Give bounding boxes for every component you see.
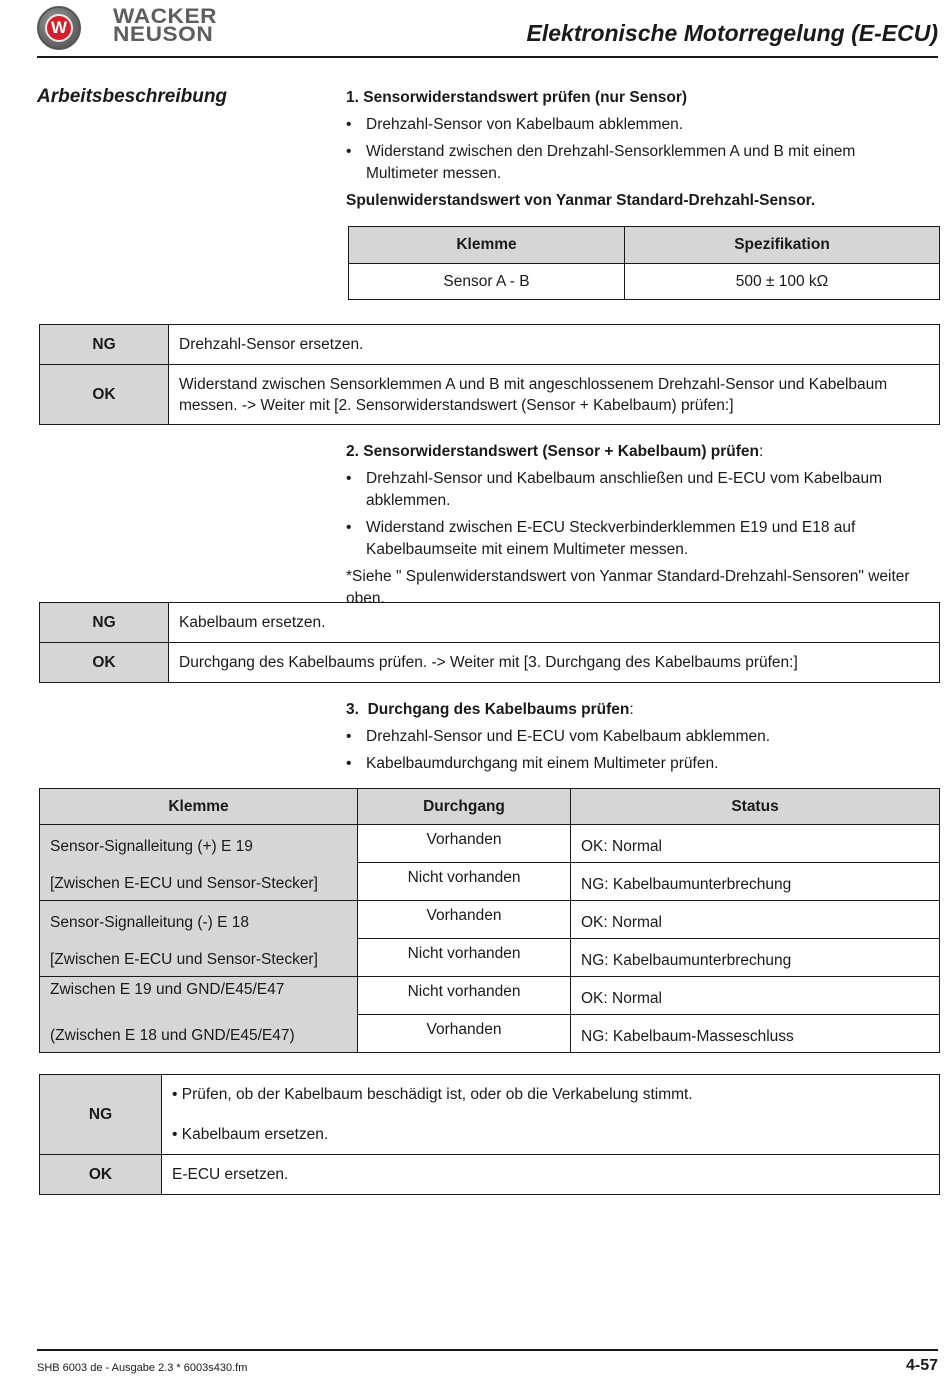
step1-bullet-2: • Widerstand zwischen den Drehzahl-Sensorklemmen A und B mit einem Multimeter messen. bbox=[346, 141, 926, 185]
step3-ng-bullet-2-text: Kabelbaum ersetzen. bbox=[181, 1125, 329, 1143]
continuity-klemme-2b: [Zwischen E-ECU und Sensor-Stecker] bbox=[40, 939, 358, 977]
step3-bullet-2: • Kabelbaumdurchgang mit einem Multimeter prüfen. bbox=[346, 753, 936, 775]
step1-subheading: Spulenwiderstandswert von Yanmar Standard-Drehzahl-Sensor. bbox=[346, 192, 816, 209]
step1-ng-text: Drehzahl-Sensor ersetzen. bbox=[169, 325, 940, 365]
spec-header-klemme: Klemme bbox=[349, 227, 625, 264]
step3-heading-colon: : bbox=[629, 701, 634, 718]
wacker-neuson-logo-icon: W bbox=[37, 6, 81, 50]
continuity-status-2a: OK: Normal bbox=[571, 901, 940, 939]
continuity-durchgang-3a: Nicht vorhanden bbox=[358, 977, 571, 1015]
step2-ng-label: NG bbox=[40, 603, 169, 643]
continuity-klemme-2a: Sensor-Signalleitung (-) E 18 bbox=[40, 901, 358, 939]
step2-ok-text: Durchgang des Kabelbaums prüfen. -> Weiter mit [3. Durchgang des Kabelbaums prüfen:] bbox=[169, 643, 940, 683]
continuity-header-klemme: Klemme bbox=[40, 789, 358, 825]
continuity-klemme-1a: Sensor-Signalleitung (+) E 19 bbox=[40, 825, 358, 863]
step1-ng-label: NG bbox=[40, 325, 169, 365]
continuity-durchgang-3b: Vorhanden bbox=[358, 1015, 571, 1053]
step1-result-table bbox=[39, 324, 940, 425]
continuity-klemme-3a: Zwischen E 19 und GND/E45/E47 bbox=[40, 977, 358, 1015]
spec-cell-klemme: Sensor A - B bbox=[349, 264, 625, 300]
step3-ng-bullet-1-text: Prüfen, ob der Kabelbaum beschädigt ist, oder ob die Verkabelung stimmt. bbox=[181, 1085, 693, 1103]
step3-heading bbox=[346, 699, 634, 721]
footer-document-id: SHB 6003 de - Ausgabe 2.3 * 6003s430.fm bbox=[37, 1362, 248, 1374]
step1-bullet-1: • Drehzahl-Sensor von Kabelbaum abklemmen. bbox=[346, 114, 936, 136]
step3-heading-num: 3. bbox=[346, 701, 359, 718]
step2-heading-colon: : bbox=[759, 443, 764, 460]
continuity-durchgang-2b: Nicht vorhanden bbox=[358, 939, 571, 977]
step3-ng-bullet-1: • Prüfen, ob der Kabelbaum beschädigt ist, oder ob die Verkabelung stimmt. bbox=[172, 1085, 693, 1103]
continuity-status-1a: OK: Normal bbox=[571, 825, 940, 863]
step3-ng-label: NG bbox=[40, 1075, 162, 1155]
page-number: 4-57 bbox=[905, 1357, 938, 1374]
continuity-header-durchgang: Durchgang bbox=[358, 789, 571, 825]
continuity-durchgang-2a: Vorhanden bbox=[358, 901, 571, 939]
continuity-status-3b: NG: Kabelbaum-Masseschluss bbox=[571, 1015, 940, 1053]
step3-ng-bullet-2: • Kabelbaum ersetzen. bbox=[172, 1125, 329, 1143]
brand-wordmark bbox=[113, 5, 218, 46]
header-divider bbox=[37, 56, 938, 58]
step3-heading-text: Durchgang des Kabelbaums prüfen bbox=[367, 701, 630, 718]
step2-heading bbox=[346, 441, 763, 463]
continuity-status-1b: NG: Kabelbaumunterbrechung bbox=[571, 863, 940, 901]
continuity-klemme-3b: (Zwischen E 18 und GND/E45/E47) bbox=[40, 1015, 358, 1053]
step2-bullet-1: • Drehzahl-Sensor und Kabelbaum anschließen und E-ECU vom Kabelbaum abklemmen. bbox=[346, 468, 886, 512]
step2-result-table bbox=[39, 602, 940, 683]
step1-ok-label: OK bbox=[40, 365, 169, 425]
footer-divider bbox=[37, 1349, 938, 1351]
step3-ng-cell bbox=[162, 1075, 940, 1155]
step2-bullet-2: • Widerstand zwischen E-ECU Steckverbinderklemmen E19 und E18 auf Kabelbaumseite mit einem Multimeter messen. bbox=[346, 517, 866, 561]
step2-heading-text: 2. Sensorwiderstandswert (Sensor + Kabelbaum) prüfen bbox=[346, 443, 760, 460]
step1-heading: 1. Sensorwiderstandswert prüfen (nur Sensor) bbox=[346, 89, 688, 106]
spec-table bbox=[348, 226, 940, 300]
continuity-table bbox=[39, 788, 940, 1053]
step3-result-table bbox=[39, 1074, 940, 1195]
brand-line-2: NEUSON bbox=[113, 23, 214, 46]
step2-note: *Siehe " Spulenwiderstandswert von Yanmar Standard-Drehzahl-Sensoren" weiter oben. bbox=[346, 568, 910, 607]
step3-bullet-1: • Drehzahl-Sensor und E-ECU vom Kabelbaum abklemmen. bbox=[346, 726, 936, 748]
spec-header-spezifikation: Spezifikation bbox=[625, 227, 940, 264]
section-title: Arbeitsbeschreibung bbox=[37, 86, 228, 107]
step3-ok-text: E-ECU ersetzen. bbox=[162, 1155, 940, 1195]
continuity-header-status: Status bbox=[571, 789, 940, 825]
continuity-durchgang-1b: Nicht vorhanden bbox=[358, 863, 571, 901]
brand-line-1: WACKER bbox=[113, 5, 218, 28]
continuity-durchgang-1a: Vorhanden bbox=[358, 825, 571, 863]
step1-ok-text: Widerstand zwischen Sensorklemmen A und B mit angeschlossenem Drehzahl-Sensor und Kabelbaum messen. -> Weiter mit [2. Sensorwiderstandswert (Sensor + Kabelbaum) prüfen:] bbox=[169, 365, 940, 425]
continuity-status-3a: OK: Normal bbox=[571, 977, 940, 1015]
page-title: Elektronische Motorregelung (E-ECU) bbox=[526, 20, 938, 46]
step2-ng-text: Kabelbaum ersetzen. bbox=[169, 603, 940, 643]
step2-ok-label: OK bbox=[40, 643, 169, 683]
spec-cell-spezifikation: 500 ± 100 kΩ bbox=[625, 264, 940, 300]
step3-ok-label: OK bbox=[40, 1155, 162, 1195]
continuity-klemme-1b: [Zwischen E-ECU und Sensor-Stecker] bbox=[40, 863, 358, 901]
continuity-status-2b: NG: Kabelbaumunterbrechung bbox=[571, 939, 940, 977]
